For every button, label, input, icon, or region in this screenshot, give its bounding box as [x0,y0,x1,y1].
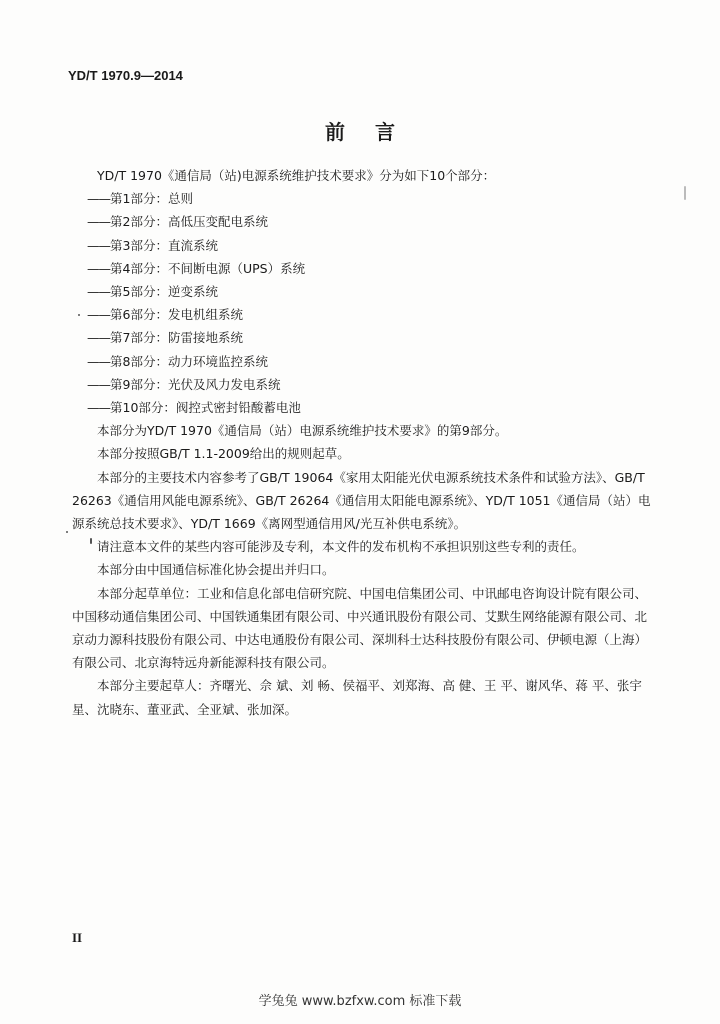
paragraph-part-scope: 本部分为YD/T 1970《通信局（站）电源系统维护技术要求》的第9部分。 [97,423,508,439]
paragraph-drafters: 本部分主要起草人：齐曙光、佘 斌、刘 畅、侯福平、刘郑海、高 健、王 平、谢风华、蒋 平、张宇星、沈晓东、董亚武、全亚斌、张加深。 [72,678,642,717]
paragraph-proposer: 本部分由中国通信标准化协会提出并归口。 [97,562,335,578]
scan-speck [684,186,686,200]
footer-watermark: 学兔兔 www.bzfxw.com 标准下载 [258,994,462,1009]
list-item: ——第7部分：防雷接地系统 [87,330,243,346]
list-item: ——第5部分：逆变系统 [87,284,218,300]
paragraph-references: 本部分的主要技术内容参考了GB/T 19064《家用太阳能光伏电源系统技术条件和试验方法》、GB/T 26263《通信用风能电源系统》、GB/T 26264《通信用太阳能电源系统》、YD/T 1051《通信局（站）电源系统总技术要求》、YD/T 1669《离网型通信用风/光互补供电系统》。 [72,469,651,532]
scan-speck [90,538,92,544]
standard-code: YD/T 1970.9—2014 [68,68,183,83]
list-item: ——第2部分：高低压变配电系统 [87,214,268,230]
list-item: ——第9部分：光伏及风力发电系统 [87,376,281,392]
page-title: 前言 [325,120,425,144]
list-item: ——第6部分：发电机组系统 [87,307,243,323]
parts-list [72,187,654,419]
intro-paragraph: YD/T 1970《通信局（站)电源系统维护技术要求》分为如下10个部分： [97,168,496,183]
list-item: ——第4部分：不间断电源（UPS）系统 [87,260,306,276]
paragraph-patent-notice: 请注意本文件的某些内容可能涉及专利，本文件的发布机构不承担识别这些专利的责任。 [97,539,585,555]
paragraph-drafting-units: 本部分起草单位：工业和信息化部电信研究院、中国电信集团公司、中讯邮电咨询设计院有限公司、中国移动通信集团公司、中国铁通集团有限公司、中兴通讯股份有限公司、艾默生网络能源有限公司、北京动力源科技股份有限公司、中达电通股份有限公司、深圳科士达科技股份有限公司、伊顿电源（上海）有限公司、北京海特远舟新能源科技有限公司。 [72,585,648,671]
list-item: ——第10部分：阀控式密封铅酸蓄电池 [87,400,301,416]
list-item: ——第8部分：动力环境监控系统 [87,353,268,369]
foreword-body [72,164,654,721]
scan-speck [78,314,80,316]
list-item: ——第3部分：直流系统 [87,237,218,253]
paragraph-drafting-rules: 本部分按照GB/T 1.1-2009给出的规则起草。 [97,446,350,462]
page-number: II [72,930,83,945]
list-item: ——第1部分：总则 [87,191,193,207]
scan-speck [66,531,68,533]
